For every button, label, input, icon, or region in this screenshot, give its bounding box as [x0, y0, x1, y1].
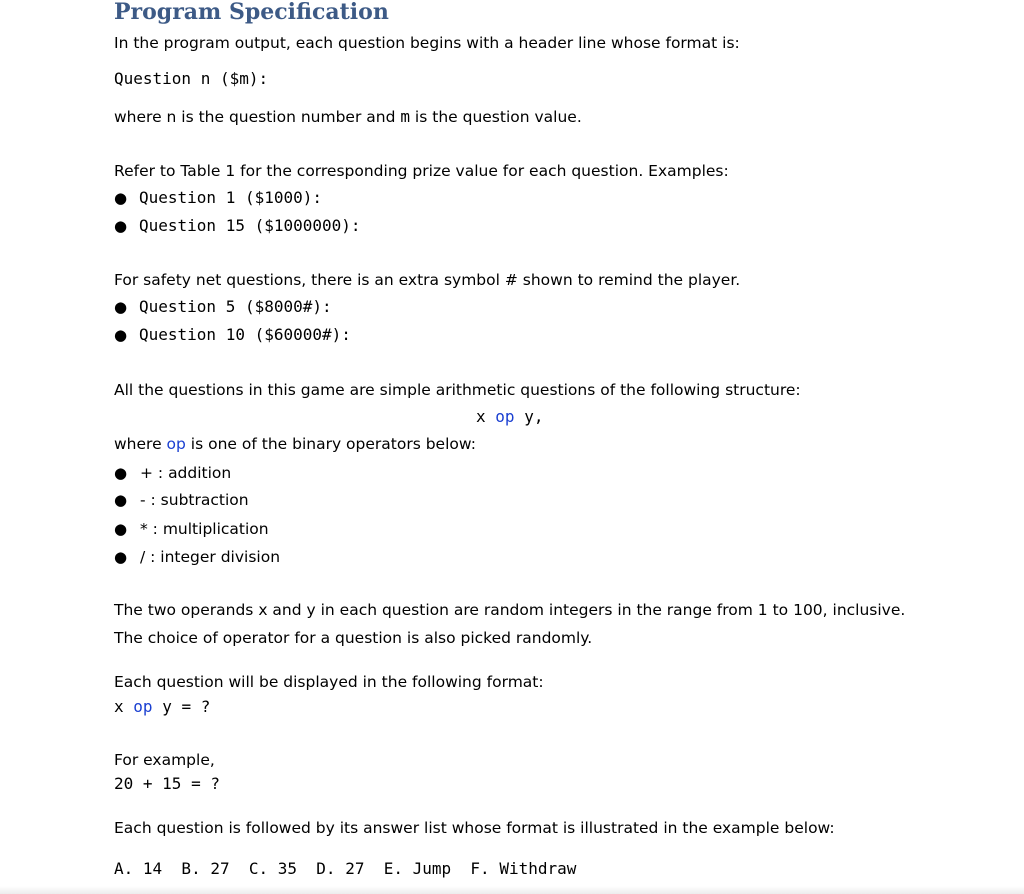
where-n-post: is the question value.: [410, 108, 582, 126]
arith-text: All the questions in this game are simple arithmetic questions of the following structure:: [114, 381, 801, 399]
display-tail: y = ?: [162, 697, 211, 716]
example-text: Question 15 ($1000000):: [139, 216, 361, 235]
header-format: Question n ($m):: [114, 69, 269, 88]
display-format: [114, 697, 210, 717]
display-op: op: [133, 697, 153, 716]
display-x: x: [114, 697, 124, 716]
example-text: Question 1 ($1000):: [139, 188, 323, 207]
structure-x: x: [476, 407, 486, 426]
example-item: [114, 188, 323, 207]
bullet-icon: ●: [114, 326, 128, 344]
safety-text: For safety net questions, there is an extra symbol # shown to remind the player.: [114, 271, 741, 289]
structure-op: op: [495, 407, 515, 426]
operator-text: - : subtraction: [140, 491, 249, 509]
where-op-pre: where: [114, 435, 167, 453]
where-op-op: op: [166, 435, 186, 453]
operator-item: [114, 490, 249, 509]
bullet-icon: ●: [114, 217, 128, 235]
page-bottom-edge: [0, 886, 1024, 894]
structure-y: y,: [524, 407, 544, 426]
safety-example-item: [114, 297, 332, 316]
bullet-icon: ●: [114, 520, 128, 538]
bullet-icon: ●: [114, 548, 128, 566]
refer-text: Refer to Table 1 for the corresponding prize value for each question. Examples:: [114, 162, 729, 180]
example-question: 20 + 15 = ?: [114, 774, 220, 793]
bullet-icon: ●: [114, 189, 128, 207]
bullet-icon: ●: [114, 464, 128, 482]
where-op-post: is one of the binary operators below:: [185, 435, 476, 453]
operator-text: / : integer division: [140, 548, 281, 566]
operator-item: [114, 519, 269, 538]
where-n-pre: where n is the question number and: [114, 108, 401, 126]
structure-expression: [476, 407, 543, 427]
where-op-line: [114, 434, 476, 454]
safety-example-item: [114, 325, 351, 344]
operands-line-2: The choice of operator for a question is also picked randomly.: [114, 629, 593, 647]
display-text: Each question will be displayed in the following format:: [114, 673, 544, 691]
example-item: [114, 216, 361, 235]
safety-example-text: Question 5 ($8000#):: [139, 297, 332, 316]
operator-text: * : multiplication: [140, 520, 269, 538]
operator-item: [114, 463, 232, 482]
operands-line-1: The two operands x and y in each question are random integers in the range from 1 to 100, inclusive.: [114, 601, 906, 619]
where-n-m: m: [400, 107, 410, 126]
bullet-icon: ●: [114, 491, 128, 509]
page-title: Program Specification: [114, 0, 389, 25]
answer-list: A. 14 B. 27 C. 35 D. 27 E. Jump F. Withdraw: [114, 859, 577, 878]
where-n-line: [114, 107, 582, 127]
for-example-text: For example,: [114, 751, 215, 769]
intro-text: In the program output, each question begins with a header line whose format is:: [114, 34, 740, 52]
operator-item: [114, 547, 281, 566]
answer-text: Each question is followed by its answer list whose format is illustrated in the example below:: [114, 819, 835, 837]
operator-text: + : addition: [140, 464, 232, 482]
safety-example-text: Question 10 ($60000#):: [139, 325, 351, 344]
bullet-icon: ●: [114, 298, 128, 316]
